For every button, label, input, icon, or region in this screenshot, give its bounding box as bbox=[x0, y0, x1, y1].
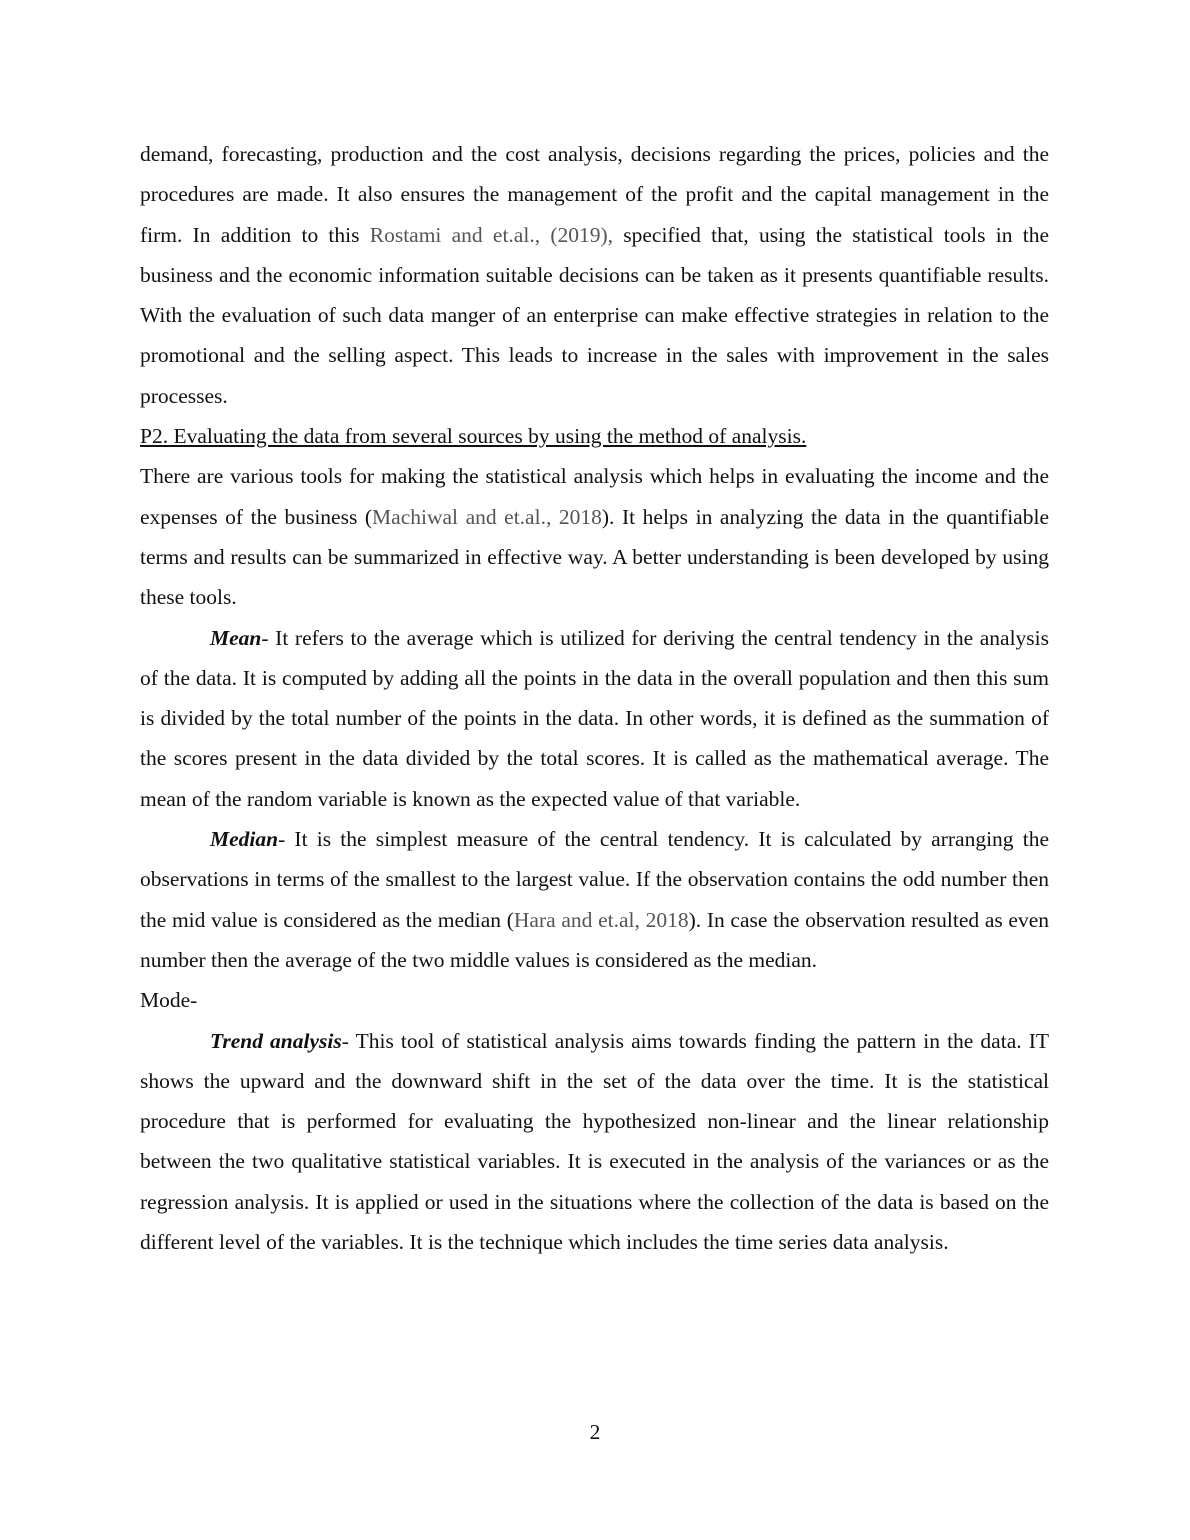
median-text-b: ). In case the observation resulted as even number then the average of the two middle values is considered as the median. bbox=[140, 907, 1050, 972]
intro-paragraph bbox=[140, 134, 1049, 416]
document-page bbox=[140, 134, 1049, 1262]
mode-label: Mode- bbox=[140, 988, 198, 1013]
intro-text-b: specified that, using the statistical tools in the business and the economic information suitable decisions can be taken as it presents quantifiable results. With the evaluation of such data manger of an enterprise can make effective strategies in relation to the promotional and the selling aspect. This leads to increase in the sales with improvement in the sales processes. bbox=[140, 222, 1049, 408]
trend-analysis-term: Trend analysis bbox=[210, 1028, 342, 1053]
mean-term: Mean bbox=[210, 625, 262, 650]
median-text-a: - It is the simplest measure of the central tendency. It is calculated by arranging the observations in terms of the smallest to the largest value. If the observation contains the odd number then the mid value is considered as the median ( bbox=[140, 827, 1049, 932]
citation-machiwal: Machiwal and et.al., 2018 bbox=[372, 504, 602, 529]
trend-analysis-paragraph bbox=[140, 1021, 1049, 1263]
citation-hara: Hara and et.al, 2018 bbox=[513, 907, 689, 932]
intro-text-a: demand, forecasting, production and the cost analysis, decisions regarding the prices, policies and the procedures are made. It also ensures the management of the profit and the capital management in the firm. In addition to this bbox=[140, 142, 1049, 247]
mean-paragraph bbox=[140, 618, 1049, 819]
median-paragraph bbox=[140, 819, 1049, 980]
section-heading-p2: P2. Evaluating the data from several sources by using the method of analysis. bbox=[140, 424, 807, 449]
page-number: 2 bbox=[589, 1420, 601, 1444]
tools-text-b: ). It helps in analyzing the data in the quantifiable terms and results can be summarized in effective way. A better understanding is been developed by using these tools. bbox=[140, 504, 1049, 610]
mean-text: - It refers to the average which is utilized for deriving the central tendency in the analysis of the data. It is computed by adding all the points in the data in the overall population and then this sum is divided by the total number of the points in the data. In other words, it is defined as the summation of the scores present in the data divided by the total scores. It is called as the mathematical average. The mean of the random variable is known as the expected value of that variable. bbox=[140, 625, 1049, 811]
tools-text-a: There are various tools for making the statistical analysis which helps in evaluating the income and the expenses of the business ( bbox=[140, 464, 1049, 529]
citation-rostami: Rostami and et.al., (2019), bbox=[369, 222, 614, 247]
median-term: Median bbox=[210, 827, 279, 852]
tools-paragraph bbox=[140, 456, 1049, 617]
trend-analysis-text: - This tool of statistical analysis aims towards finding the pattern in the data. IT shows the upward and the downward shift in the set of the data over the time. It is the statistical procedure that is performed for evaluating the hypothesized non-linear and the linear relationship between the two qualitative statistical variables. It is executed in the analysis of the variances or as the regression analysis. It is applied or used in the situations where the collection of the data is based on the different level of the variables. It is the technique which includes the time series data analysis. bbox=[140, 1028, 1049, 1255]
